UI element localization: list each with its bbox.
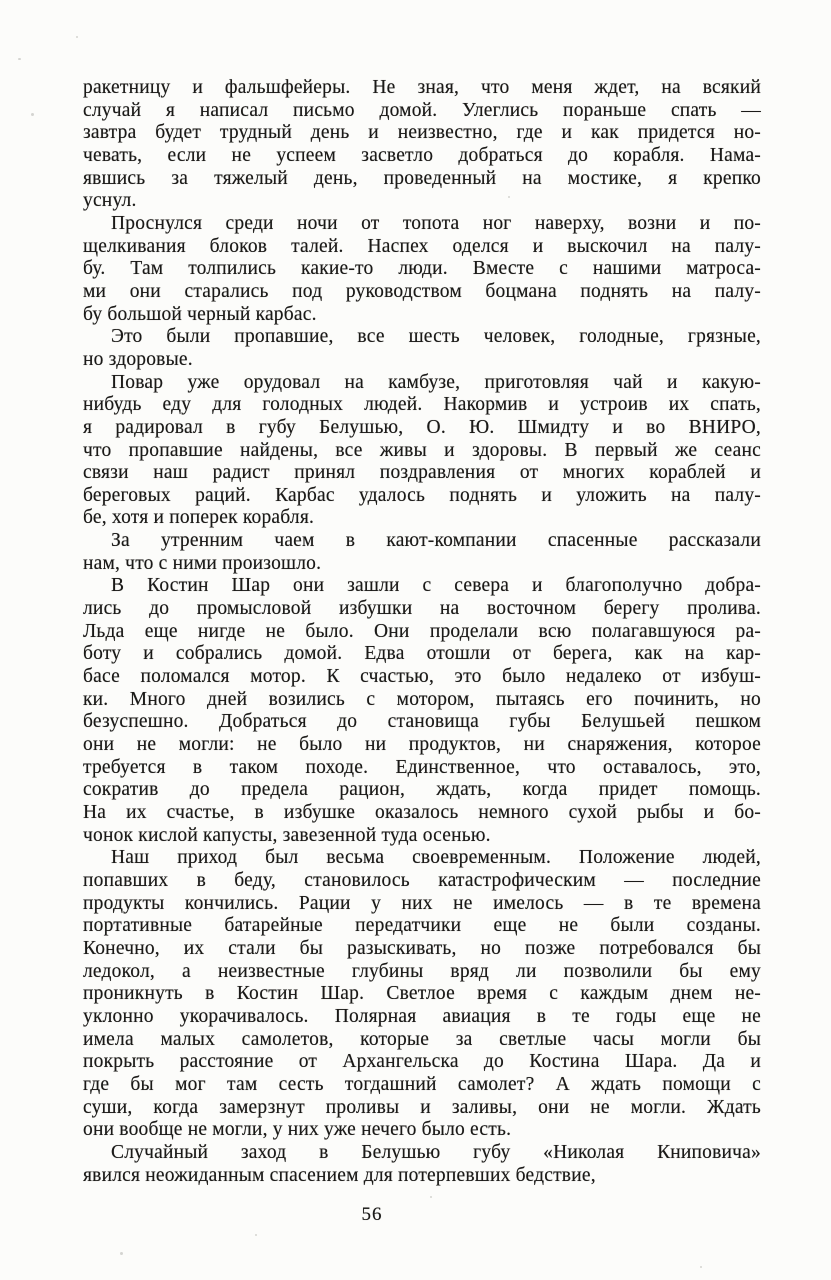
scan-speck — [255, 1234, 257, 1236]
text-line: уклонно укорачивалось. Полярная авиация в те годы еще не — [83, 1005, 761, 1027]
text-line: нам, что с ними произошло. — [83, 552, 322, 574]
text-line: где бы мог там сесть тогдашний самолет? А ждать помощи с — [83, 1073, 761, 1095]
text-line: требуется в таком походе. Единственное, что оставалось, это, — [83, 756, 761, 778]
scan-speck — [430, 1196, 432, 1198]
text-line: случай я написал письмо домой. Улеглись пораньше спать — — [83, 99, 761, 121]
text-line: Проснулся среди ночи от топота ног наверху, возни и по- — [111, 212, 761, 234]
text-line: связи наш радист принял поздравления от многих кораблей и — [83, 462, 761, 484]
text-line: береговых раций. Карбас удалось поднять и уложить на палу- — [83, 484, 761, 506]
text-line: щелкивания блоков талей. Наспех оделся и выскочил на палу- — [83, 235, 761, 257]
text-line: Конечно, их стали бы разыскивать, но позже потребовался бы — [83, 937, 761, 959]
paragraph — [83, 847, 761, 1142]
text-line: но здоровые. — [83, 348, 193, 370]
text-line: чевать, если не успеем засветло добраться до корабля. Нама- — [83, 144, 761, 166]
text-line: сократив до предела рацион, ждать, когда придет помощь. — [83, 779, 761, 801]
text-line: явшись за тяжелый день, проведенный на мостике, я крепко — [83, 167, 761, 189]
scan-speck — [18, 58, 21, 60]
text-line: ки. Много дней возились с мотором, пытаясь его починить, но — [83, 688, 761, 710]
text-line: В Костин Шар они зашли с севера и благополучно добра- — [111, 575, 761, 597]
text-line: суши, когда замерзнут проливы и заливы, они не могли. Ждать — [83, 1096, 761, 1118]
text-line: что пропавшие найдены, все живы и здоровы. В первый же сеанс — [83, 439, 761, 461]
text-line: портативные батарейные передатчики еще не были созданы. — [83, 915, 761, 937]
text-line: безуспешно. Добраться до становища губы Белушьей пешком — [83, 711, 761, 733]
text-block — [83, 77, 761, 1187]
text-line: уснул. — [83, 190, 137, 212]
paragraph — [83, 575, 761, 847]
text-line: ми они старались под руководством боцмана поднять на палу- — [83, 280, 761, 302]
text-line: нибудь еду для голодных людей. Накормив и устроив их спать, — [83, 394, 761, 416]
paragraph — [83, 213, 761, 326]
text-line: Повар уже орудовал на камбузе, приготовляя чай и какую- — [111, 371, 761, 393]
text-line: я радировал в губу Белушью, О. Ю. Шмидту и во ВНИРО, — [83, 416, 761, 438]
scan-speck — [508, 196, 510, 198]
text-line: продукты кончились. Рации у них не имелось — в те времена — [83, 892, 761, 914]
text-line: бе, хотя и поперек корабля. — [83, 507, 315, 529]
paragraph — [83, 1142, 761, 1187]
text-line: На их счастье, в избушке оказалось немного сухой рыбы и бо- — [83, 802, 761, 823]
text-line: Наш приход был весьма своевременным. Положение людей, — [111, 847, 761, 869]
text-line: попавших в беду, становилось катастрофическим — последние — [83, 869, 761, 891]
text-line: За утренним чаем в кают-компании спасенные рассказали — [111, 530, 761, 552]
text-line: Случайный заход в Белушью губу «Николая Книповича» — [111, 1141, 761, 1163]
text-line: боту и собрались домой. Едва отошли от берега, как на кар- — [83, 643, 761, 665]
text-line: бу большой черный карбас. — [83, 303, 317, 325]
text-line: басе поломался мотор. К счастью, это было недалеко от избуш- — [83, 666, 761, 688]
text-line: они вообще не могли, у них уже нечего было есть. — [83, 1119, 512, 1141]
text-line: Это были пропавшие, все шесть человек, голодные, грязные, — [111, 326, 761, 348]
text-line: ракетницу и фальшфейеры. Не зная, что меня ждет, на всякий — [83, 77, 761, 98]
paragraph — [83, 326, 761, 371]
text-line: имела малых самолетов, которые за светлые часы могли бы — [83, 1028, 761, 1050]
text-line: проникнуть в Костин Шар. Светлое время с каждым днем не- — [83, 983, 761, 1005]
paragraph — [83, 372, 761, 531]
text-line: лись до промысловой избушки на восточном берегу пролива. — [83, 598, 761, 620]
scan-speck — [31, 113, 34, 116]
text-line: чонок кислой капусты, завезенной туда осенью. — [83, 824, 491, 846]
scan-speck — [120, 1252, 123, 1255]
text-line: они не могли: не было ни продуктов, ни снаряжения, которое — [83, 734, 761, 756]
text-line: покрыть расстояние от Архангельска до Костина Шара. Да и — [83, 1051, 761, 1073]
text-line: явился неожиданным спасением для потерпевших бедствие, — [83, 1164, 596, 1186]
paragraph — [83, 77, 761, 213]
page-number: 56 — [361, 1204, 383, 1225]
scan-speck — [700, 1266, 702, 1268]
text-line: бу. Там толпились какие-то люди. Вместе с нашими матроса- — [83, 258, 761, 280]
text-line: завтра будет трудный день и неизвестно, где и как придется но- — [83, 122, 761, 144]
text-line: ледокол, а неизвестные глубины вряд ли позволили бы ему — [83, 960, 761, 982]
text-line: Льда еще нигде не было. Они проделали всю полагавшуюся ра- — [83, 620, 761, 642]
paragraph — [83, 530, 761, 575]
scan-speck — [76, 36, 78, 38]
